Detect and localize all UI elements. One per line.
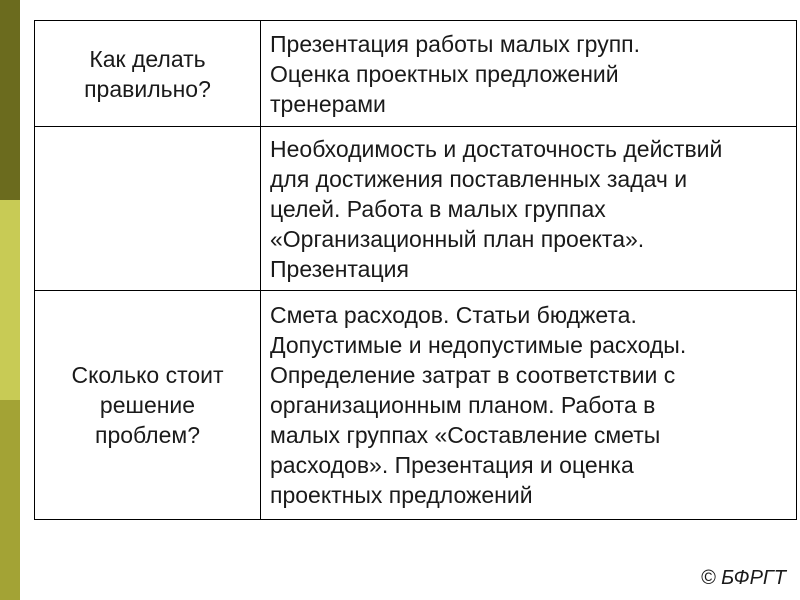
table-cell-description: Смета расходов. Статьи бюджета. Допустимые и недопустимые расходы. Определение затрат в соответствии с организационным планом. Работа в малых группах «Составление сметы расходов». Презентация и оценка проектных предложений <box>261 291 797 520</box>
table-cell-question <box>35 127 261 291</box>
table-row <box>35 127 797 291</box>
table-cell-description: Презентация работы малых групп. Оценка проектных предложений тренерами <box>261 21 797 127</box>
content-table <box>34 20 797 520</box>
table-cell-description: Необходимость и достаточность действий для достижения поставленных задач и целей. Работа в малых группах «Организационный план проекта». Презентация <box>261 127 797 291</box>
side-bar-dark <box>0 0 20 200</box>
side-bar-mid <box>0 400 20 600</box>
table-row <box>35 291 797 520</box>
table-row <box>35 21 797 127</box>
table-cell-question: Сколько стоит решение проблем? <box>35 291 261 520</box>
side-bar-light <box>0 200 20 400</box>
table-cell-question: Как делать правильно? <box>35 21 261 127</box>
copyright-label: © БФРГТ <box>700 567 786 589</box>
